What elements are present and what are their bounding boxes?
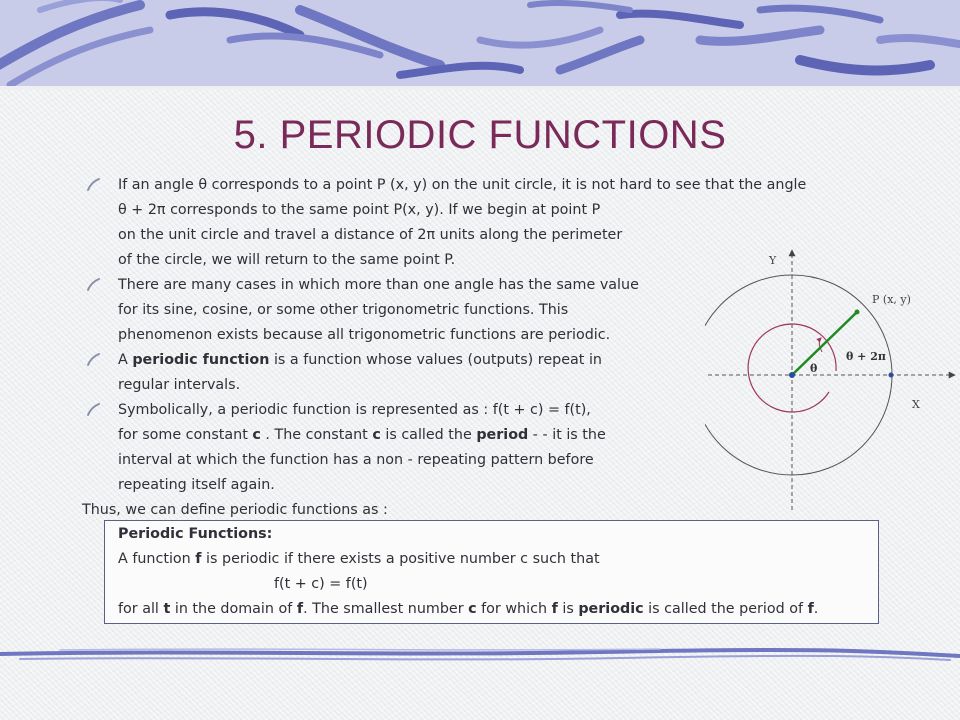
text: . [813,601,819,617]
point-p [855,310,860,315]
term-f: f [296,601,304,617]
definition-line-3 [118,597,878,622]
page-title: 5. PERIODIC FUNCTIONS [233,113,727,157]
paragraph-1-line-2: θ + 2π corresponds to the same point P(x, y). If we begin at point P [118,202,601,218]
top-decorative-banner [0,0,960,90]
text: is [557,601,579,617]
origin-point [789,372,795,378]
term-period: period [476,427,529,443]
unit-circle-diagram [705,240,960,520]
thus-line: Thus, we can define periodic functions as : [82,502,388,518]
term-f: f [551,601,558,617]
bullet-icon [85,352,101,368]
paragraph-2-line-2: for its sine, cosine, or some other trigonometric functions. This [118,302,569,318]
definition-heading [118,521,878,547]
text: in the domain of [170,601,297,617]
text: for which [476,601,552,617]
text: A function [118,551,196,567]
x-intercept-point [889,373,894,378]
term-f: f [195,551,202,567]
paragraph-3-line-1 [82,348,702,373]
text: If an angle θ corresponds to a point P (x, y) on the unit circle, it is not hard to see that the angle [118,177,807,193]
text: is periodic if there exists a positive number c such that [201,551,600,567]
paragraph-1-line-4: of the circle, we will return to the same point P. [118,252,456,268]
text: is called the [380,427,477,443]
paragraph-3-line-2: regular intervals. [118,377,241,393]
term-periodic: periodic [578,601,644,617]
text: is called the period of [643,601,808,617]
paragraph-4-line-2 [82,423,702,448]
term-c: c [372,427,381,443]
paragraph-4-line-3: interval at which the function has a non - repeating pattern before [118,452,594,468]
text: A [118,352,133,368]
bullet-icon [85,402,101,418]
paragraph-2-line-3: phenomenon exists because all trigonometric functions are periodic. [118,327,611,343]
definition-formula: f(t + c) = f(t) [274,576,368,592]
radius-line [792,312,857,375]
bullet-icon [85,177,101,193]
bottom-decorative-stripe [0,640,960,670]
x-axis-label: X [912,398,920,411]
text: Symbolically, a periodic function is represented as : f(t + c) = f(t), [118,402,591,418]
definition-box [104,520,879,624]
theta-plus-2pi-label: θ + 2π [846,350,886,363]
paragraph-2-line-1 [82,273,702,298]
content-body [82,173,807,523]
bullet-icon [85,277,101,293]
paragraph-4-line-1 [82,398,702,423]
text: for all [118,601,164,617]
theta-label: θ [810,362,818,375]
text: . The smallest number [303,601,469,617]
text: - - it is the [528,427,606,443]
term-periodic-function: periodic function [132,352,270,368]
y-axis-label: Y [769,254,777,267]
text: is a function whose values (outputs) repeat in [269,352,602,368]
paragraph-1-line-1 [82,173,807,198]
text: for some constant [118,427,253,443]
text: There are many cases in which more than one angle has the same value [118,277,639,293]
definition-line-1 [118,547,878,572]
term-f: f [807,601,814,617]
term-t: t [163,601,171,617]
point-label: P (x, y) [872,293,911,306]
paragraph-1-line-3: on the unit circle and travel a distance of 2π units along the perimeter [118,227,623,243]
term-c: c [468,601,477,617]
term-c: c [252,427,261,443]
text: . The constant [260,427,373,443]
heading-text: Periodic Functions: [118,526,273,542]
paragraph-4-line-4: repeating itself again. [118,477,275,493]
